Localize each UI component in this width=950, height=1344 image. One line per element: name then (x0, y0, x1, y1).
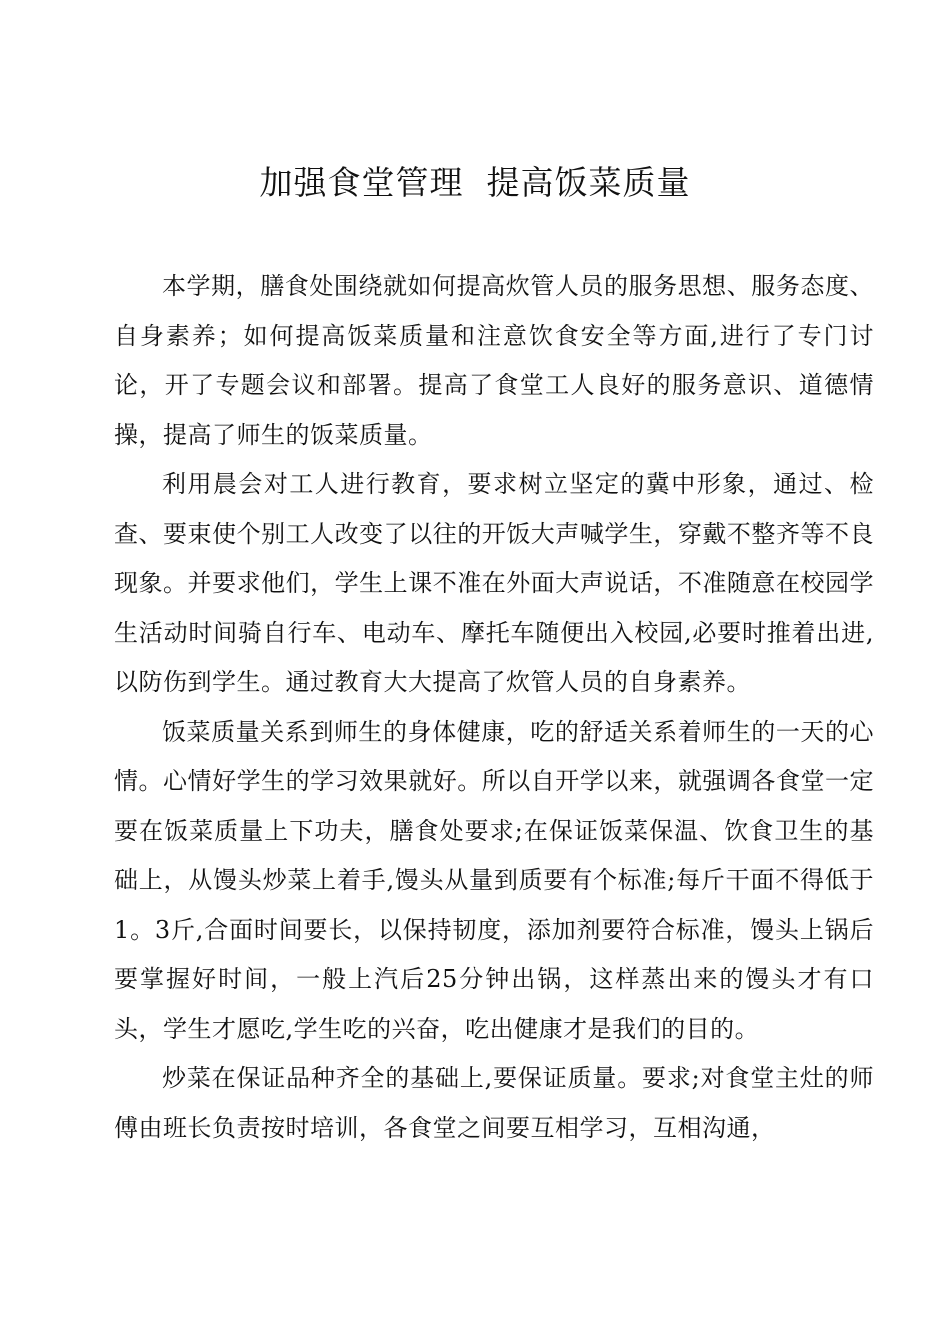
paragraph-2: 利用晨会对工人进行教育，要求树立坚定的冀中形象，通过、检查、要束使个别工人改变了以往的开饭大声喊学生，穿戴不整齐等不良现象。并要求他们，学生上课不准在外面大声说话，不准随意在校园学生活动时间骑自行车、电动车、摩托车随便出入校园,必要时推着出进,以防伤到学生。通过教育大大提高了炊管人员的自身素养。 (114, 470, 874, 696)
paragraph-1: 本学期，膳食处围绕就如何提高炊管人员的服务思想、服务态度、自身素养；如何提高饭菜质量和注意饮食安全等方面,进行了专门讨论，开了专题会议和部署。提高了食堂工人良好的服务意识、道德情操，提高了师生的饭菜质量。 (114, 272, 874, 449)
document-body (114, 262, 874, 1153)
paragraph-4: 炒菜在保证品种齐全的基础上,要保证质量。要求;对食堂主灶的师傅由班长负责按时培训，各食堂之间要互相学习，互相沟通， (114, 1064, 874, 1142)
paragraph-3: 饭菜质量关系到师生的身体健康，吃的舒适关系着师生的一天的心情。心情好学生的学习效果就好。所以自开学以来，就强调各食堂一定要在饭菜质量上下功夫，膳食处要求;在保证饭菜保温、饮食卫生的基础上，从馒头炒菜上着手,馒头从量到质要有个标准;每斤干面不得低于1。3斤,合面时间要长，以保持韧度，添加剂要符合标准，馒头上锅后要掌握好时间，一般上汽后25分钟出锅，这样蒸出来的馒头才有口头，学生才愿吃,学生吃的兴奋，吃出健康才是我们的目的。 (114, 717, 874, 1043)
document-title: 加强食堂管理 提高饭菜质量 (259, 163, 691, 202)
